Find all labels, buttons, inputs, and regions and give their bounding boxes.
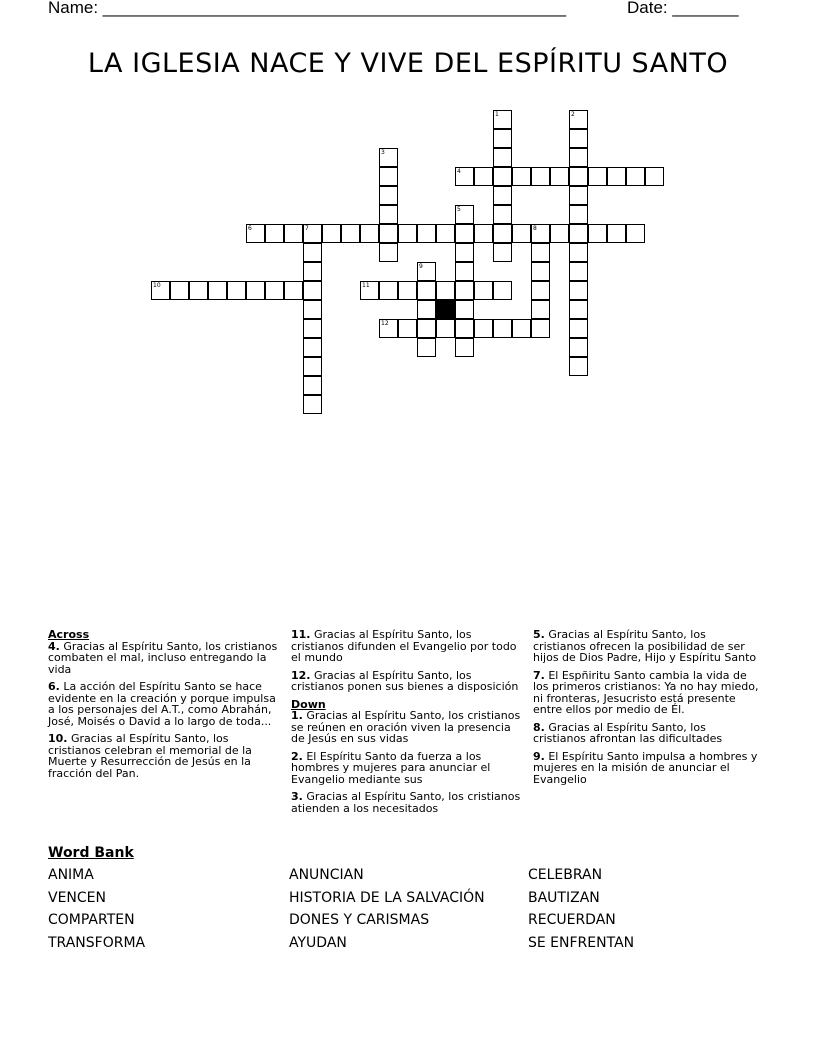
crossword-blocked-cell [436,300,455,319]
clue-text: El Espíritu Santo da fuerza a los hombres y mujeres para anunciar el Evangelio mediante sus [291,749,491,786]
clue-item [291,670,527,693]
crossword-cell[interactable] [474,167,493,186]
clue-number-label: 12. [291,668,311,682]
crossword-cell[interactable] [569,167,588,186]
clues-column-2 [291,629,527,820]
clue-item [291,751,527,786]
crossword-cell[interactable] [246,224,265,243]
crossword-cell[interactable] [455,300,474,319]
crossword-cell[interactable] [493,167,512,186]
crossword-cell[interactable] [303,319,322,338]
clue-number: 3 [381,149,385,156]
clue-number-label: 1. [291,709,303,722]
crossword-cell[interactable] [550,167,569,186]
crossword-cell[interactable] [246,281,265,300]
crossword-cell[interactable] [379,205,398,224]
clue-text: Gracias al Espíritu Santo, los cristianos atienden a los necesitados [291,790,521,815]
crossword-cell[interactable] [436,224,455,243]
crossword-cell[interactable] [417,281,436,300]
crossword-cell[interactable] [531,319,550,338]
crossword-cell[interactable] [645,167,664,186]
word-bank-item: TRANSFORMA [48,934,146,951]
clue-number: 2 [571,111,575,118]
crossword-cell[interactable] [379,243,398,262]
clue-number-label: 10. [48,732,68,745]
crossword-cell[interactable] [265,224,284,243]
clue-item [48,733,280,779]
clue-number-label: 8. [533,720,545,734]
crossword-cell[interactable] [322,224,341,243]
crossword-cell[interactable] [493,224,512,243]
clue-item [291,791,527,814]
crossword-cell[interactable] [379,148,398,167]
clue-text: Gracias al Espíritu Santo, los cristianos se reúnen en oración viven la presencia de Jesús en sus vidas [291,709,521,745]
crossword-cell[interactable] [455,281,474,300]
crossword-cell[interactable] [455,205,474,224]
crossword-cell[interactable] [417,224,436,243]
clue-text: Gracias al Espíritu Santo, los cristianos afrontan las dificultades [533,720,723,745]
crossword-cell[interactable] [588,224,607,243]
clue-number: 8 [533,225,537,232]
crossword-cell[interactable] [284,281,303,300]
crossword-cell[interactable] [531,243,550,262]
crossword-cell[interactable] [569,148,588,167]
clue-text: Gracias al Espíritu Santo, los cristianos ofrecen la posibilidad de ser hijos de Dios Padre, Hijo y Espíritu Santo [533,628,757,664]
clue-number: 10 [153,282,161,289]
crossword-cell[interactable] [550,224,569,243]
word-bank-column-2 [289,867,485,957]
clue-item [533,751,759,786]
crossword-cell[interactable] [303,357,322,376]
crossword-cell[interactable] [455,338,474,357]
crossword-cell[interactable] [512,224,531,243]
clue-number: 5 [457,206,461,213]
crossword-cell[interactable] [398,224,417,243]
word-bank-item: DONES Y CARISMAS [289,912,430,928]
crossword-cell[interactable] [569,300,588,319]
word-bank-item: SE ENFRENTAN [528,934,635,951]
crossword-cell[interactable] [626,167,645,186]
crossword-cell[interactable] [474,281,493,300]
crossword-cell[interactable] [208,281,227,300]
clues-column-3 [533,629,759,791]
word-bank-item: VENCEN [48,889,106,906]
crossword-cell[interactable] [455,262,474,281]
clue-number: 11 [362,282,370,289]
clue-number-label: 4. [48,639,60,653]
down-clues-list [291,710,527,814]
clue-text: El Espíritu Santo impulsa a hombres y mujeres en la misión de anunciar el Evangelio [533,749,758,786]
crossword-cell[interactable] [569,129,588,148]
crossword-cell[interactable] [398,281,417,300]
crossword-cell[interactable] [569,281,588,300]
across-clues-list [48,641,280,780]
crossword-cell[interactable] [531,281,550,300]
crossword-cell[interactable] [303,281,322,300]
clue-number: 7 [305,225,309,232]
crossword-cell[interactable] [303,262,322,281]
crossword-cell[interactable] [569,243,588,262]
crossword-cell[interactable] [303,224,322,243]
crossword-cell[interactable] [512,319,531,338]
crossword-cell[interactable] [455,224,474,243]
clue-text: El Espñiritu Santo cambia la vida de los primeros cristianos: Ya no hay miedo, ni fronteras, Jesucristo está presente entre ellos por medio de Él. [533,668,759,716]
crossword-cell[interactable] [474,224,493,243]
crossword-cell[interactable] [189,281,208,300]
clue-number-label: 7. [533,668,545,682]
crossword-cell[interactable] [493,129,512,148]
clue-text: Gracias al Espíritu Santo, los cristianos ponen sus bienes a disposición [291,668,519,693]
clue-text: Gracias al Espíritu Santo, los cristianos combaten el mal, incluso entregando la vida [48,639,278,676]
crossword-cell[interactable] [493,281,512,300]
clues-column-1 [48,629,280,785]
crossword-cell[interactable] [512,167,531,186]
crossword-cell[interactable] [303,376,322,395]
crossword-cell[interactable] [493,243,512,262]
crossword-cell[interactable] [227,281,246,300]
crossword-cell[interactable] [265,281,284,300]
crossword-cell[interactable] [493,205,512,224]
clue-text: Gracias al Espíritu Santo, los cristianos difunden el Evangelio por todo el mundo [291,628,517,664]
clue-number-label: 9. [533,749,545,763]
crossword-cell[interactable] [531,167,550,186]
crossword-cell[interactable] [303,300,322,319]
clue-number-label: 3. [291,790,303,803]
crossword-cell[interactable] [626,224,645,243]
crossword-cell[interactable] [360,281,379,300]
clue-item [291,629,527,664]
word-bank-item: RECUERDAN [528,912,616,928]
crossword-cell[interactable] [379,281,398,300]
crossword-cell[interactable] [531,224,550,243]
down-clues-list-cont [533,629,759,785]
word-bank-item: ANUNCIAN [289,867,364,883]
crossword-cell[interactable] [607,224,626,243]
crossword-cell[interactable] [398,319,417,338]
clue-item [48,681,280,727]
crossword-cell[interactable] [493,110,512,129]
crossword-cell[interactable] [417,262,436,281]
clue-number-label: 11. [291,628,311,641]
crossword-cell[interactable] [493,186,512,205]
crossword-cell[interactable] [569,319,588,338]
crossword-cell[interactable] [303,395,322,414]
crossword-cell[interactable] [455,243,474,262]
crossword-cell[interactable] [379,186,398,205]
crossword-cell[interactable] [379,167,398,186]
crossword-cell[interactable] [303,338,322,357]
crossword-cell[interactable] [493,319,512,338]
clue-number-label: 6. [48,680,60,693]
clue-item [291,710,527,745]
word-bank-column-3 [528,867,634,957]
crossword-cell[interactable] [455,319,474,338]
crossword-cell[interactable] [379,224,398,243]
crossword-cell[interactable] [607,167,626,186]
word-bank-title: Word Bank [48,845,134,861]
crossword-cell[interactable] [569,338,588,357]
word-bank-column-1 [48,867,145,957]
crossword-cell[interactable] [436,319,455,338]
crossword-cell[interactable] [531,300,550,319]
crossword-cell[interactable] [436,281,455,300]
crossword-cell[interactable] [569,205,588,224]
word-bank-item: ANIMA [48,867,94,883]
crossword-cell[interactable] [569,357,588,376]
crossword-cell[interactable] [341,224,360,243]
down-heading: Down [291,697,326,711]
clue-number: 4 [457,168,461,175]
clue-item [533,629,759,664]
crossword-cell[interactable] [151,281,170,300]
crossword-grid [0,0,816,430]
crossword-cell[interactable] [417,338,436,357]
crossword-cell[interactable] [569,186,588,205]
page-title: LA IGLESIA NACE Y VIVE DEL ESPÍRITU SANTO [87,48,729,79]
clue-number: 12 [381,320,389,327]
crossword-cell[interactable] [569,110,588,129]
clue-text: Gracias al Espíritu Santo, los cristianos celebran el memorial de la Muerte y Resurrección de Jesús en la fracción del Pan. [48,732,252,780]
crossword-cell[interactable] [493,148,512,167]
across-clues-list-cont [291,629,527,693]
crossword-cell[interactable] [531,262,550,281]
clue-number-label: 2. [291,749,303,763]
crossword-cell[interactable] [170,281,189,300]
clue-item [533,722,759,745]
crossword-cell[interactable] [417,319,436,338]
clue-number: 9 [419,263,423,270]
word-bank-item: AYUDAN [289,934,347,951]
clue-number: 6 [248,225,252,232]
crossword-cell[interactable] [417,300,436,319]
word-bank-item: HISTORIA DE LA SALVACIÓN [289,889,485,906]
across-heading: Across [48,628,90,641]
crossword-cell[interactable] [455,167,474,186]
crossword-cell[interactable] [303,243,322,262]
clue-item [533,670,759,716]
clue-number: 1 [495,111,499,118]
clue-item [48,641,280,676]
crossword-cell[interactable] [588,167,607,186]
clue-number-label: 5. [533,628,545,641]
word-bank-item: CELEBRAN [528,867,603,883]
date-field-label[interactable]: Date: _______ [627,0,739,17]
clue-text: La acción del Espíritu Santo se hace evidente en la creación y porque impulsa a los personajes del A.T., como Abrahán, José, Moisés o David a lo largo de toda... [48,680,276,728]
word-bank-item: BAUTIZAN [528,889,600,906]
crossword-cell[interactable] [569,224,588,243]
crossword-cell[interactable] [360,224,379,243]
crossword-cell[interactable] [379,319,398,338]
crossword-cell[interactable] [569,262,588,281]
crossword-cell[interactable] [284,224,303,243]
word-bank-item: COMPARTEN [48,912,135,928]
crossword-cell[interactable] [474,319,493,338]
name-field-label[interactable]: Name: _________________________________________________ [48,0,567,17]
